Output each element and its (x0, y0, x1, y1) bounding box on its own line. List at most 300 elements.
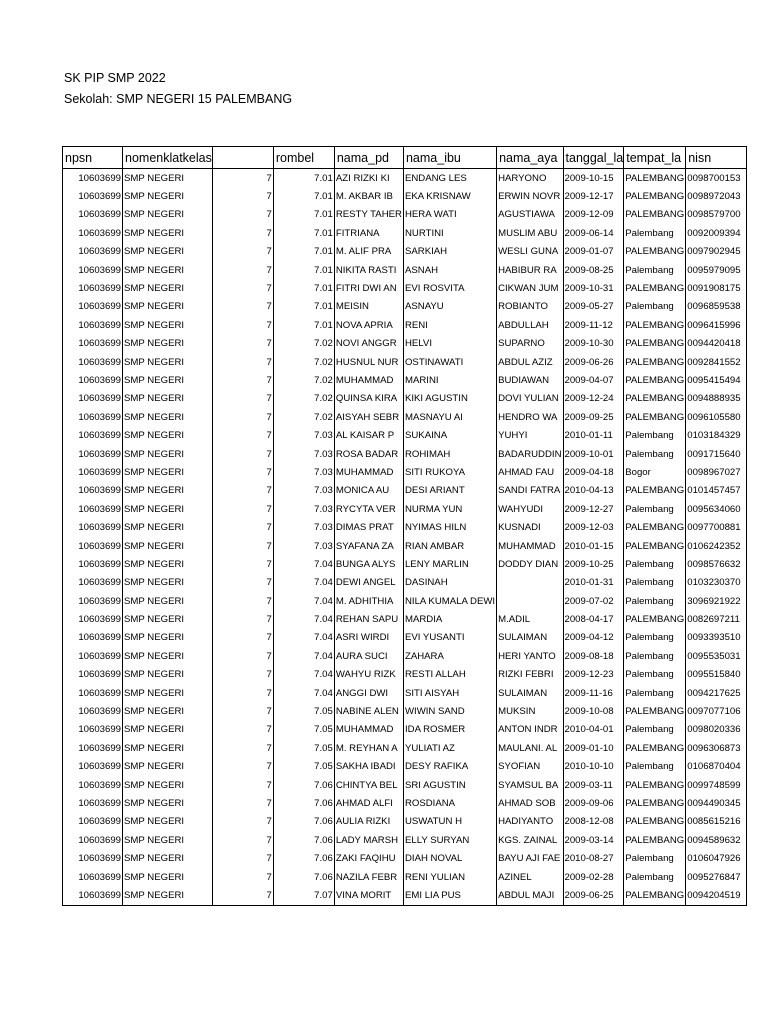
cell-nama-pd[interactable]: M. REYHAN A (334, 739, 403, 757)
cell-nama-ayah[interactable]: DOVI YULIAN (497, 390, 563, 408)
cell-nama-pd[interactable]: NABINE ALEN (334, 702, 403, 720)
cell-nama-pd[interactable]: DIMAS PRAT (334, 518, 403, 536)
cell-tanggal-lahir[interactable]: 2010-08-27 (563, 849, 624, 867)
cell-nama-ayah[interactable]: AGUSTIAWA (497, 206, 563, 224)
cell-tempat-lahir[interactable]: PALEMBANG (624, 831, 686, 849)
cell-rombel[interactable]: 7.01 (273, 279, 334, 297)
cell-tempat-lahir[interactable]: Palembang (624, 666, 686, 684)
cell-nama-pd[interactable]: BUNGA ALYS (334, 555, 403, 573)
cell-npsn[interactable]: 10603699 (63, 390, 123, 408)
cell-tempat-lahir[interactable]: Palembang (624, 721, 686, 739)
cell-nomenklatur[interactable]: SMP NEGERI (123, 886, 213, 905)
cell-nisn[interactable]: 0095276847 (686, 868, 747, 886)
cell-rombel[interactable]: 7.04 (273, 574, 334, 592)
cell-rombel[interactable]: 7.01 (273, 243, 334, 261)
cell-rombel[interactable]: 7.02 (273, 390, 334, 408)
cell-tempat-lahir[interactable]: PALEMBANG (624, 279, 686, 297)
cell-tempat-lahir[interactable]: PALEMBANG (624, 537, 686, 555)
cell-nama-ibu[interactable]: SITI RUKOYA (403, 463, 496, 481)
cell-npsn[interactable]: 10603699 (63, 224, 123, 242)
cell-tempat-lahir[interactable]: Palembang (624, 261, 686, 279)
cell-nisn[interactable]: 0091715640 (686, 445, 747, 463)
cell-kelas[interactable]: 7 (212, 813, 273, 831)
cell-tempat-lahir[interactable]: PALEMBANG (624, 187, 686, 205)
cell-nisn[interactable]: 0103230370 (686, 574, 747, 592)
cell-nama-ibu[interactable]: EVI ROSVITA (403, 279, 496, 297)
cell-nama-ibu[interactable]: NURMA YUN (403, 500, 496, 518)
cell-rombel[interactable]: 7.05 (273, 721, 334, 739)
cell-nomenklatur[interactable]: SMP NEGERI (123, 206, 213, 224)
cell-nisn[interactable]: 0094589632 (686, 831, 747, 849)
cell-kelas[interactable]: 7 (212, 555, 273, 573)
cell-nomenklatur[interactable]: SMP NEGERI (123, 463, 213, 481)
cell-nisn[interactable]: 0098576632 (686, 555, 747, 573)
cell-nama-pd[interactable]: FITRI DWI AN (334, 279, 403, 297)
cell-nisn[interactable]: 0097902945 (686, 243, 747, 261)
cell-nama-ayah[interactable]: ABDUL MAJI (497, 886, 563, 905)
cell-rombel[interactable]: 7.05 (273, 739, 334, 757)
cell-kelas[interactable]: 7 (212, 463, 273, 481)
cell-tempat-lahir[interactable]: PALEMBANG (624, 316, 686, 334)
cell-npsn[interactable]: 10603699 (63, 592, 123, 610)
cell-kelas[interactable]: 7 (212, 702, 273, 720)
cell-tempat-lahir[interactable]: PALEMBANG (624, 206, 686, 224)
cell-tanggal-lahir[interactable]: 2008-12-08 (563, 813, 624, 831)
cell-npsn[interactable]: 10603699 (63, 739, 123, 757)
cell-nomenklatur[interactable]: SMP NEGERI (123, 243, 213, 261)
cell-kelas[interactable]: 7 (212, 610, 273, 628)
cell-tanggal-lahir[interactable]: 2009-03-11 (563, 776, 624, 794)
cell-tanggal-lahir[interactable]: 2009-02-28 (563, 868, 624, 886)
cell-tanggal-lahir[interactable]: 2009-12-17 (563, 187, 624, 205)
cell-nisn[interactable]: 0098579700 (686, 206, 747, 224)
cell-tempat-lahir[interactable]: Palembang (624, 574, 686, 592)
cell-nama-pd[interactable]: AHMAD ALFI (334, 794, 403, 812)
cell-nomenklatur[interactable]: SMP NEGERI (123, 794, 213, 812)
cell-kelas[interactable]: 7 (212, 169, 273, 188)
cell-rombel[interactable]: 7.05 (273, 702, 334, 720)
cell-npsn[interactable]: 10603699 (63, 702, 123, 720)
cell-tempat-lahir[interactable]: PALEMBANG (624, 408, 686, 426)
cell-nama-ibu[interactable]: EVI YUSANTI (403, 629, 496, 647)
cell-rombel[interactable]: 7.01 (273, 261, 334, 279)
cell-rombel[interactable]: 7.03 (273, 518, 334, 536)
cell-tanggal-lahir[interactable]: 2009-01-07 (563, 243, 624, 261)
cell-nama-pd[interactable]: MUHAMMAD (334, 721, 403, 739)
cell-nomenklatur[interactable]: SMP NEGERI (123, 445, 213, 463)
cell-nama-ayah[interactable]: AZINEL (497, 868, 563, 886)
cell-tempat-lahir[interactable]: Palembang (624, 647, 686, 665)
cell-kelas[interactable]: 7 (212, 739, 273, 757)
cell-nama-ayah[interactable]: DODDY DIAN (497, 555, 563, 573)
cell-nama-ibu[interactable]: EKA KRISNAW (403, 187, 496, 205)
cell-kelas[interactable]: 7 (212, 794, 273, 812)
cell-nisn[interactable]: 0092009394 (686, 224, 747, 242)
cell-rombel[interactable]: 7.06 (273, 868, 334, 886)
cell-rombel[interactable]: 7.02 (273, 353, 334, 371)
cell-tanggal-lahir[interactable]: 2009-01-10 (563, 739, 624, 757)
cell-tempat-lahir[interactable]: PALEMBANG (624, 794, 686, 812)
cell-nomenklatur[interactable]: SMP NEGERI (123, 555, 213, 573)
cell-rombel[interactable]: 7.01 (273, 224, 334, 242)
cell-kelas[interactable]: 7 (212, 776, 273, 794)
cell-nama-ibu[interactable]: NILA KUMALA DEWI (403, 592, 496, 610)
cell-rombel[interactable]: 7.03 (273, 463, 334, 481)
cell-nama-pd[interactable]: CHINTYA BEL (334, 776, 403, 794)
cell-rombel[interactable]: 7.04 (273, 684, 334, 702)
cell-nisn[interactable]: 0094888935 (686, 390, 747, 408)
cell-nomenklatur[interactable]: SMP NEGERI (123, 666, 213, 684)
cell-nama-ibu[interactable]: ZAHARA (403, 647, 496, 665)
cell-nama-ibu[interactable]: RIAN AMBAR (403, 537, 496, 555)
cell-nama-ibu[interactable]: NURTINI (403, 224, 496, 242)
cell-rombel[interactable]: 7.03 (273, 537, 334, 555)
cell-nomenklatur[interactable]: SMP NEGERI (123, 813, 213, 831)
cell-kelas[interactable]: 7 (212, 445, 273, 463)
col-header-tempat-lahir[interactable]: tempat_la (624, 147, 686, 169)
cell-nama-ayah[interactable]: BUDIAWAN (497, 371, 563, 389)
cell-nama-ayah[interactable]: HERI YANTO (497, 647, 563, 665)
cell-nomenklatur[interactable]: SMP NEGERI (123, 849, 213, 867)
cell-nama-ibu[interactable]: MARDIA (403, 610, 496, 628)
cell-nama-ayah[interactable]: HENDRO WA (497, 408, 563, 426)
cell-nama-ayah[interactable]: ABDUL AZIZ (497, 353, 563, 371)
cell-rombel[interactable]: 7.06 (273, 831, 334, 849)
cell-tanggal-lahir[interactable]: 2009-11-12 (563, 316, 624, 334)
cell-npsn[interactable]: 10603699 (63, 831, 123, 849)
cell-nama-ayah[interactable]: BAYU AJI FAE (497, 849, 563, 867)
cell-nomenklatur[interactable]: SMP NEGERI (123, 610, 213, 628)
cell-nomenklatur[interactable]: SMP NEGERI (123, 335, 213, 353)
cell-nama-ibu[interactable]: DASINAH (403, 574, 496, 592)
cell-nama-ibu[interactable]: RESTI ALLAH (403, 666, 496, 684)
cell-nama-pd[interactable]: NOVA APRIA (334, 316, 403, 334)
cell-tanggal-lahir[interactable]: 2009-09-25 (563, 408, 624, 426)
cell-nomenklatur[interactable]: SMP NEGERI (123, 224, 213, 242)
cell-nama-ibu[interactable]: MARINI (403, 371, 496, 389)
cell-tempat-lahir[interactable]: Palembang (624, 629, 686, 647)
cell-tanggal-lahir[interactable]: 2010-10-10 (563, 758, 624, 776)
cell-npsn[interactable]: 10603699 (63, 371, 123, 389)
cell-nisn[interactable]: 0095634060 (686, 500, 747, 518)
cell-rombel[interactable]: 7.03 (273, 500, 334, 518)
cell-nama-pd[interactable]: ANGGI DWI (334, 684, 403, 702)
cell-nama-ibu[interactable]: ROSDIANA (403, 794, 496, 812)
cell-tempat-lahir[interactable]: Palembang (624, 684, 686, 702)
cell-tanggal-lahir[interactable]: 2009-09-06 (563, 794, 624, 812)
cell-npsn[interactable]: 10603699 (63, 482, 123, 500)
cell-rombel[interactable]: 7.03 (273, 445, 334, 463)
cell-tanggal-lahir[interactable]: 2008-04-17 (563, 610, 624, 628)
cell-nisn[interactable]: 0097700881 (686, 518, 747, 536)
cell-nama-ayah[interactable]: YUHYI (497, 426, 563, 444)
cell-nisn[interactable]: 0097077106 (686, 702, 747, 720)
cell-kelas[interactable]: 7 (212, 721, 273, 739)
cell-rombel[interactable]: 7.01 (273, 169, 334, 188)
cell-nisn[interactable]: 0106870404 (686, 758, 747, 776)
cell-kelas[interactable]: 7 (212, 574, 273, 592)
cell-nama-ayah[interactable]: WAHYUDI (497, 500, 563, 518)
col-header-nisn[interactable]: nisn (686, 147, 747, 169)
cell-nama-ibu[interactable]: RENI YULIAN (403, 868, 496, 886)
cell-npsn[interactable]: 10603699 (63, 647, 123, 665)
cell-tempat-lahir[interactable]: Palembang (624, 555, 686, 573)
cell-tempat-lahir[interactable]: Palembang (624, 868, 686, 886)
cell-nama-ibu[interactable]: DESY RAFIKA (403, 758, 496, 776)
cell-npsn[interactable]: 10603699 (63, 813, 123, 831)
cell-npsn[interactable]: 10603699 (63, 463, 123, 481)
cell-kelas[interactable]: 7 (212, 224, 273, 242)
cell-nomenklatur[interactable]: SMP NEGERI (123, 647, 213, 665)
cell-nomenklatur[interactable]: SMP NEGERI (123, 739, 213, 757)
cell-nama-ayah[interactable]: SULAIMAN (497, 629, 563, 647)
cell-nama-ayah[interactable]: HARYONO (497, 169, 563, 188)
cell-nama-ayah[interactable]: RIZKI FEBRI (497, 666, 563, 684)
cell-tanggal-lahir[interactable]: 2009-06-14 (563, 224, 624, 242)
cell-tempat-lahir[interactable]: Palembang (624, 224, 686, 242)
cell-nomenklatur[interactable]: SMP NEGERI (123, 629, 213, 647)
cell-npsn[interactable]: 10603699 (63, 629, 123, 647)
cell-npsn[interactable]: 10603699 (63, 316, 123, 334)
cell-nama-pd[interactable]: MEISIN (334, 298, 403, 316)
cell-nama-ayah[interactable]: ABDULLAH (497, 316, 563, 334)
cell-tanggal-lahir[interactable]: 2009-12-24 (563, 390, 624, 408)
cell-nama-pd[interactable]: FITRIANA (334, 224, 403, 242)
cell-nomenklatur[interactable]: SMP NEGERI (123, 261, 213, 279)
cell-npsn[interactable]: 10603699 (63, 408, 123, 426)
cell-npsn[interactable]: 10603699 (63, 243, 123, 261)
cell-tanggal-lahir[interactable]: 2009-10-30 (563, 335, 624, 353)
cell-nama-ibu[interactable]: SRI AGUSTIN (403, 776, 496, 794)
cell-nisn[interactable]: 0095535031 (686, 647, 747, 665)
cell-nomenklatur[interactable]: SMP NEGERI (123, 316, 213, 334)
cell-nama-ibu[interactable]: HELVI (403, 335, 496, 353)
cell-nisn[interactable]: 0096306873 (686, 739, 747, 757)
cell-npsn[interactable]: 10603699 (63, 261, 123, 279)
cell-nama-pd[interactable]: SAKHA IBADI (334, 758, 403, 776)
cell-tempat-lahir[interactable]: PALEMBANG (624, 482, 686, 500)
cell-nama-ibu[interactable]: SUKAINA (403, 426, 496, 444)
cell-kelas[interactable]: 7 (212, 482, 273, 500)
cell-rombel[interactable]: 7.02 (273, 408, 334, 426)
cell-nama-pd[interactable]: AZI RIZKI KI (334, 169, 403, 188)
cell-nomenklatur[interactable]: SMP NEGERI (123, 831, 213, 849)
cell-tanggal-lahir[interactable]: 2009-10-15 (563, 169, 624, 188)
cell-tempat-lahir[interactable]: Bogor (624, 463, 686, 481)
cell-tempat-lahir[interactable]: PALEMBANG (624, 518, 686, 536)
cell-nomenklatur[interactable]: SMP NEGERI (123, 371, 213, 389)
cell-tempat-lahir[interactable]: PALEMBANG (624, 776, 686, 794)
cell-tanggal-lahir[interactable]: 2010-01-11 (563, 426, 624, 444)
cell-nama-pd[interactable]: RESTY TAHER (334, 206, 403, 224)
cell-nama-pd[interactable]: MUHAMMAD (334, 463, 403, 481)
cell-npsn[interactable]: 10603699 (63, 279, 123, 297)
cell-nisn[interactable]: 0093393510 (686, 629, 747, 647)
cell-nama-ibu[interactable]: LENY MARLIN (403, 555, 496, 573)
cell-nama-pd[interactable]: LADY MARSH (334, 831, 403, 849)
cell-npsn[interactable]: 10603699 (63, 298, 123, 316)
cell-nisn[interactable]: 0091908175 (686, 279, 747, 297)
cell-nama-ibu[interactable]: SITI AISYAH (403, 684, 496, 702)
cell-nama-pd[interactable]: MUHAMMAD (334, 371, 403, 389)
cell-npsn[interactable]: 10603699 (63, 610, 123, 628)
cell-nama-ibu[interactable]: OSTINAWATI (403, 353, 496, 371)
cell-nama-ibu[interactable]: ENDANG LES (403, 169, 496, 188)
cell-nama-ibu[interactable]: IDA ROSMER (403, 721, 496, 739)
cell-rombel[interactable]: 7.03 (273, 426, 334, 444)
cell-kelas[interactable]: 7 (212, 684, 273, 702)
cell-nama-ibu[interactable]: YULIATI AZ (403, 739, 496, 757)
cell-tanggal-lahir[interactable]: 2010-04-01 (563, 721, 624, 739)
cell-rombel[interactable]: 7.04 (273, 629, 334, 647)
cell-npsn[interactable]: 10603699 (63, 776, 123, 794)
cell-tempat-lahir[interactable]: Palembang (624, 592, 686, 610)
cell-nisn[interactable]: 0095515840 (686, 666, 747, 684)
cell-nomenklatur[interactable]: SMP NEGERI (123, 298, 213, 316)
cell-kelas[interactable]: 7 (212, 206, 273, 224)
cell-nisn[interactable]: 0094420418 (686, 335, 747, 353)
cell-nama-pd[interactable]: M. AKBAR IB (334, 187, 403, 205)
cell-rombel[interactable]: 7.02 (273, 371, 334, 389)
cell-nama-ayah[interactable]: SYAMSUL BA (497, 776, 563, 794)
cell-kelas[interactable]: 7 (212, 666, 273, 684)
cell-nomenklatur[interactable]: SMP NEGERI (123, 353, 213, 371)
cell-kelas[interactable]: 7 (212, 500, 273, 518)
cell-nama-pd[interactable]: ZAKI FAQIHU (334, 849, 403, 867)
cell-nama-ibu[interactable]: ASNAYU (403, 298, 496, 316)
cell-kelas[interactable]: 7 (212, 371, 273, 389)
cell-kelas[interactable]: 7 (212, 298, 273, 316)
cell-nama-pd[interactable]: QUINSA KIRA (334, 390, 403, 408)
cell-nama-ibu[interactable]: SARKIAH (403, 243, 496, 261)
cell-nama-ayah[interactable]: HADIYANTO (497, 813, 563, 831)
col-header-nama-pd[interactable]: nama_pd (334, 147, 403, 169)
col-header-tanggal-lahir[interactable]: tanggal_la (563, 147, 624, 169)
cell-nomenklatur[interactable]: SMP NEGERI (123, 426, 213, 444)
cell-nomenklatur[interactable]: SMP NEGERI (123, 482, 213, 500)
cell-tanggal-lahir[interactable]: 2009-12-03 (563, 518, 624, 536)
col-header-npsn[interactable]: npsn (63, 147, 123, 169)
cell-npsn[interactable]: 10603699 (63, 886, 123, 905)
cell-nama-ibu[interactable]: DESI ARIANT (403, 482, 496, 500)
cell-kelas[interactable]: 7 (212, 592, 273, 610)
col-header-rombel[interactable]: rombel (273, 147, 334, 169)
cell-rombel[interactable]: 7.01 (273, 206, 334, 224)
cell-tempat-lahir[interactable]: PALEMBANG (624, 886, 686, 905)
cell-rombel[interactable]: 7.04 (273, 666, 334, 684)
cell-nisn[interactable]: 0103184329 (686, 426, 747, 444)
cell-nama-ayah[interactable]: CIKWAN JUM (497, 279, 563, 297)
cell-nisn[interactable]: 0094204519 (686, 886, 747, 905)
cell-tanggal-lahir[interactable]: 2009-06-25 (563, 886, 624, 905)
cell-tanggal-lahir[interactable]: 2010-01-31 (563, 574, 624, 592)
cell-rombel[interactable]: 7.01 (273, 316, 334, 334)
cell-kelas[interactable]: 7 (212, 868, 273, 886)
cell-nisn[interactable]: 0098967027 (686, 463, 747, 481)
cell-kelas[interactable]: 7 (212, 849, 273, 867)
cell-nama-ayah[interactable]: ANTON INDR (497, 721, 563, 739)
cell-nomenklatur[interactable]: SMP NEGERI (123, 187, 213, 205)
col-header-nomenklatur[interactable]: nomenklatkelas (123, 147, 213, 169)
cell-nama-ayah[interactable]: ERWIN NOVR (497, 187, 563, 205)
cell-nama-pd[interactable]: ROSA BADAR (334, 445, 403, 463)
cell-nama-ibu[interactable]: ASNAH (403, 261, 496, 279)
cell-nama-pd[interactable]: HUSNUL NUR (334, 353, 403, 371)
cell-rombel[interactable]: 7.01 (273, 187, 334, 205)
cell-nama-ayah[interactable] (497, 574, 563, 592)
cell-tanggal-lahir[interactable]: 2009-05-27 (563, 298, 624, 316)
cell-npsn[interactable]: 10603699 (63, 684, 123, 702)
cell-nama-ayah[interactable]: HABIBUR RA (497, 261, 563, 279)
cell-nama-pd[interactable]: VINA MORIT (334, 886, 403, 905)
cell-nama-ibu[interactable]: WIWIN SAND (403, 702, 496, 720)
cell-nama-ayah[interactable]: MAULANI. AL (497, 739, 563, 757)
cell-nama-pd[interactable]: M. ALIF PRA (334, 243, 403, 261)
cell-tempat-lahir[interactable]: PALEMBANG (624, 702, 686, 720)
cell-rombel[interactable]: 7.06 (273, 794, 334, 812)
cell-nisn[interactable]: 0101457457 (686, 482, 747, 500)
cell-nama-ibu[interactable]: USWATUN H (403, 813, 496, 831)
cell-nomenklatur[interactable]: SMP NEGERI (123, 574, 213, 592)
cell-nama-pd[interactable]: NOVI ANGGR (334, 335, 403, 353)
cell-nama-ibu[interactable]: NYIMAS HILN (403, 518, 496, 536)
cell-nisn[interactable]: 0096859538 (686, 298, 747, 316)
cell-nama-ayah[interactable]: SULAIMAN (497, 684, 563, 702)
cell-npsn[interactable]: 10603699 (63, 849, 123, 867)
cell-tempat-lahir[interactable]: Palembang (624, 426, 686, 444)
cell-nama-ibu[interactable]: RENI (403, 316, 496, 334)
cell-tanggal-lahir[interactable]: 2009-08-18 (563, 647, 624, 665)
cell-nisn[interactable]: 0092841552 (686, 353, 747, 371)
cell-tempat-lahir[interactable]: PALEMBANG (624, 243, 686, 261)
cell-tempat-lahir[interactable]: Palembang (624, 758, 686, 776)
cell-rombel[interactable]: 7.06 (273, 849, 334, 867)
cell-kelas[interactable]: 7 (212, 518, 273, 536)
cell-nomenklatur[interactable]: SMP NEGERI (123, 702, 213, 720)
cell-nama-ayah[interactable]: AHMAD FAU (497, 463, 563, 481)
cell-tempat-lahir[interactable]: PALEMBANG (624, 390, 686, 408)
cell-tempat-lahir[interactable]: Palembang (624, 500, 686, 518)
cell-nama-ibu[interactable]: KIKI AGUSTIN (403, 390, 496, 408)
cell-nama-pd[interactable]: AISYAH SEBR (334, 408, 403, 426)
cell-tempat-lahir[interactable]: PALEMBANG (624, 813, 686, 831)
cell-nama-ayah[interactable]: KUSNADI (497, 518, 563, 536)
cell-kelas[interactable]: 7 (212, 261, 273, 279)
cell-nama-ayah[interactable]: SYOFIAN (497, 758, 563, 776)
cell-npsn[interactable]: 10603699 (63, 794, 123, 812)
cell-npsn[interactable]: 10603699 (63, 353, 123, 371)
cell-kelas[interactable]: 7 (212, 243, 273, 261)
cell-rombel[interactable]: 7.04 (273, 592, 334, 610)
cell-nama-ayah[interactable]: MUSLIM ABU (497, 224, 563, 242)
cell-nama-pd[interactable]: NIKITA RASTI (334, 261, 403, 279)
cell-nisn[interactable]: 0098972043 (686, 187, 747, 205)
cell-kelas[interactable]: 7 (212, 426, 273, 444)
col-header-nama-ibu[interactable]: nama_ibu (403, 147, 496, 169)
cell-kelas[interactable]: 7 (212, 279, 273, 297)
cell-nama-ayah[interactable]: KGS. ZAINAL (497, 831, 563, 849)
cell-nomenklatur[interactable]: SMP NEGERI (123, 500, 213, 518)
cell-nisn[interactable]: 0106242352 (686, 537, 747, 555)
cell-npsn[interactable]: 10603699 (63, 426, 123, 444)
cell-tempat-lahir[interactable]: Palembang (624, 445, 686, 463)
cell-nomenklatur[interactable]: SMP NEGERI (123, 684, 213, 702)
cell-nomenklatur[interactable]: SMP NEGERI (123, 169, 213, 188)
cell-kelas[interactable]: 7 (212, 408, 273, 426)
cell-tanggal-lahir[interactable]: 2009-04-12 (563, 629, 624, 647)
cell-npsn[interactable]: 10603699 (63, 335, 123, 353)
cell-npsn[interactable]: 10603699 (63, 169, 123, 188)
